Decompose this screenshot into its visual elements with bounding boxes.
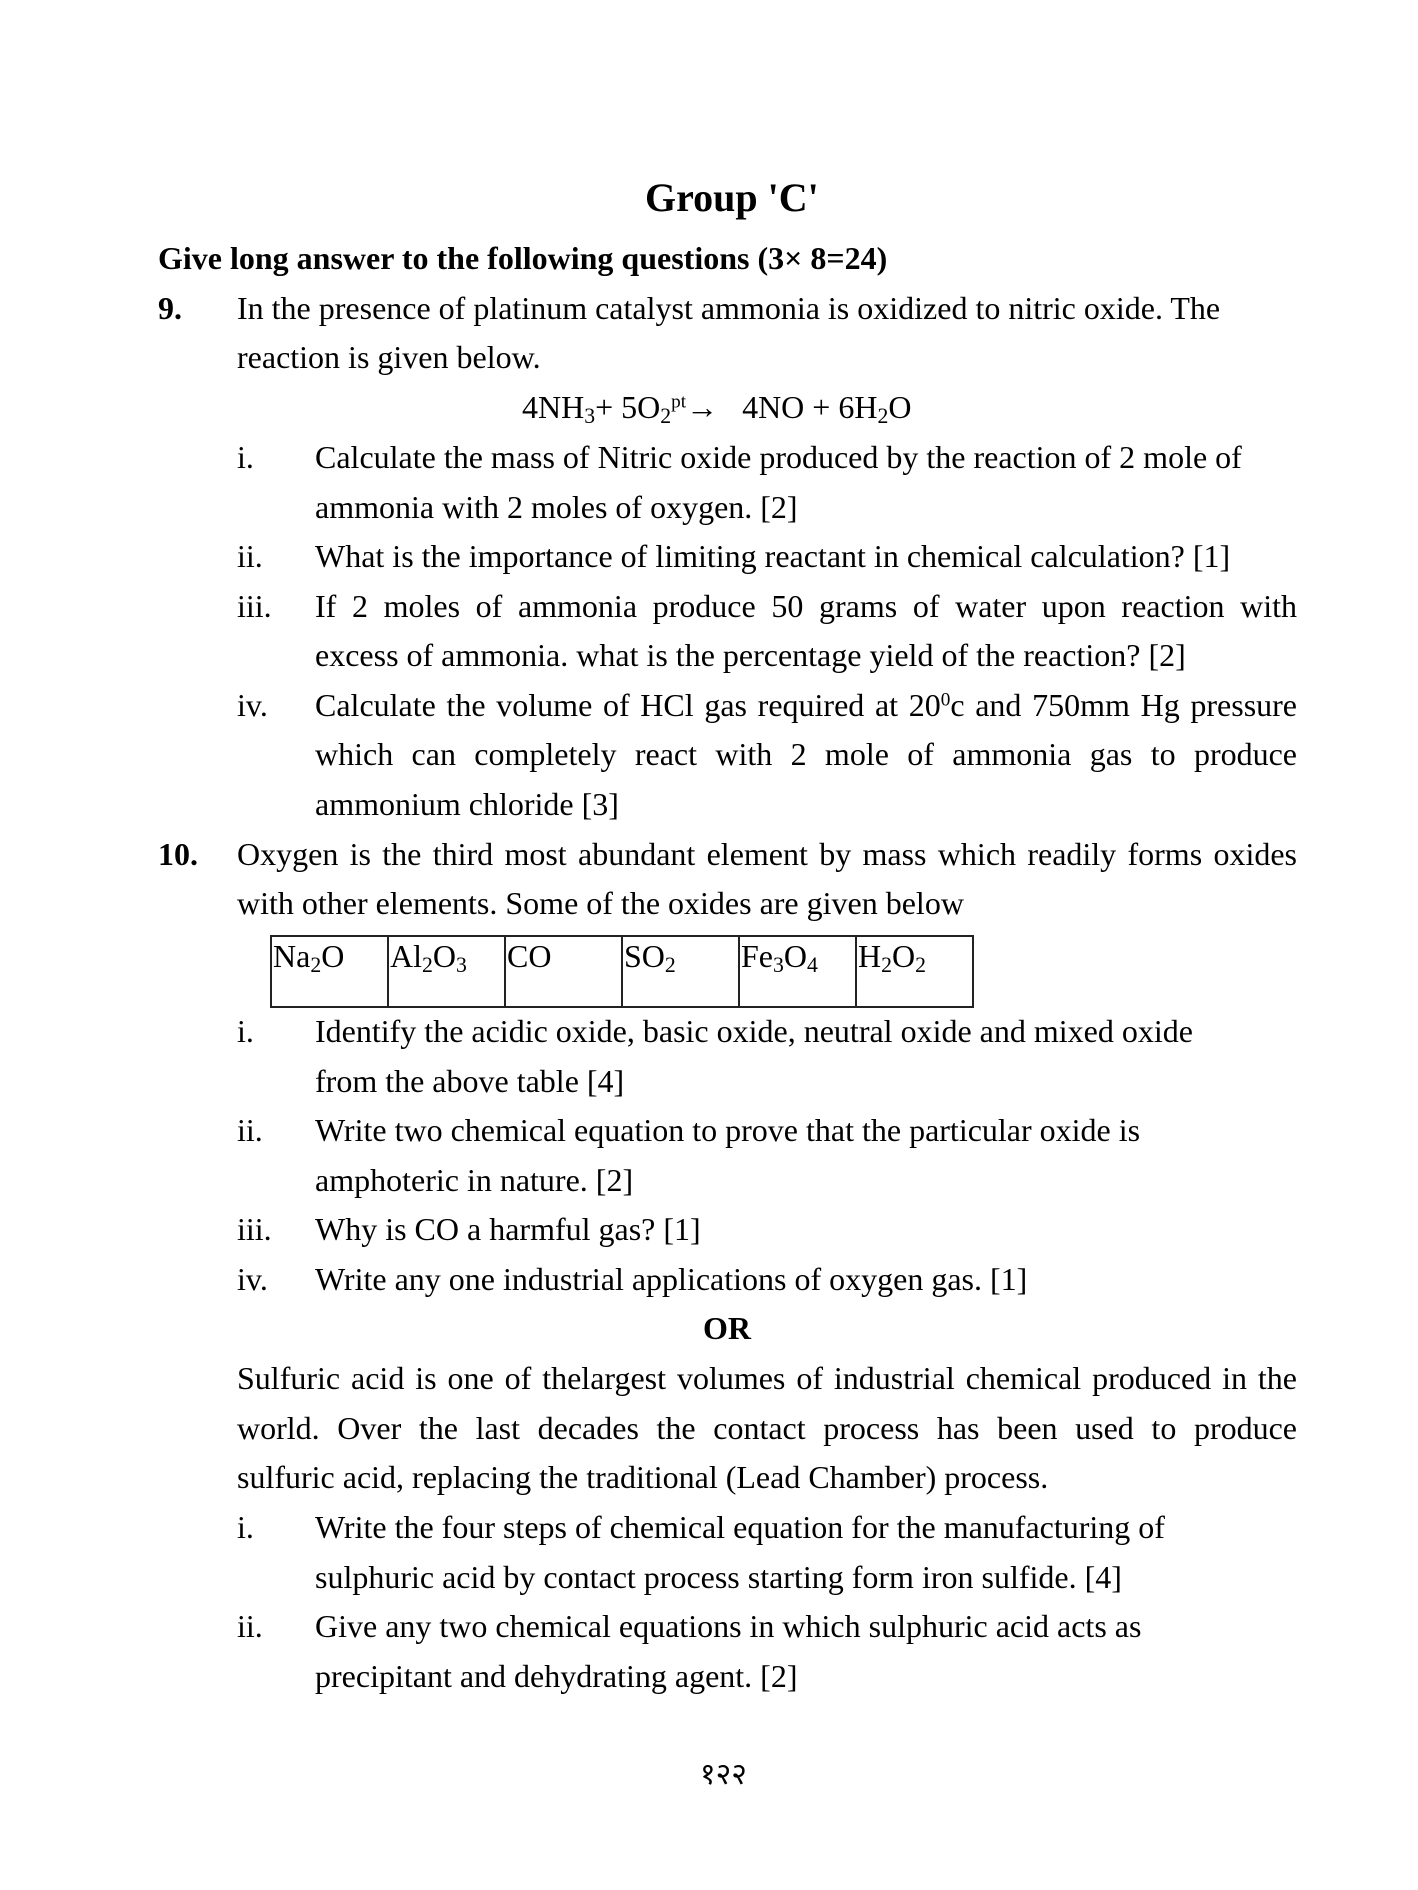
question-10-intro-line2: with other elements. Some of the oxides are given below bbox=[237, 885, 964, 921]
alt-part-i-line1: Write the four steps of chemical equation for the manufacturing of bbox=[315, 1509, 1165, 1545]
alt-intro-line2: world. Over the last decades the contact process has been used to produce bbox=[237, 1410, 1297, 1446]
oxides-table bbox=[270, 935, 974, 1008]
q10-part-iv-label: iv. bbox=[237, 1261, 268, 1297]
q10-part-iii-label: iii. bbox=[237, 1211, 272, 1247]
reaction-arrow-icon: → bbox=[686, 389, 719, 425]
oxide-cell: CO bbox=[505, 936, 622, 1007]
alt-intro-line3: sulfuric acid, replacing the traditional (Lead Chamber) process. bbox=[237, 1459, 1049, 1495]
oxides-row bbox=[271, 936, 973, 1007]
oxide-cell: $Al_2O_3$ bbox=[388, 936, 505, 1007]
eq-term: O bbox=[888, 389, 912, 425]
text-segment: c and 750mm Hg pressure bbox=[950, 687, 1298, 723]
catalyst-label: pt bbox=[671, 391, 687, 413]
q10-part-ii-label: ii. bbox=[237, 1112, 263, 1148]
q10-part-i-label: i. bbox=[237, 1013, 254, 1049]
question-10-number: 10. bbox=[158, 836, 198, 872]
text-segment: Calculate the volume of HCl gas required at 20 bbox=[315, 687, 941, 723]
q10-part-iii-line1: Why is CO a harmful gas? [1] bbox=[315, 1211, 701, 1247]
eq-term: 4NO + 6H bbox=[742, 389, 878, 425]
eq-subscript: 2 bbox=[660, 403, 672, 428]
question-10-intro-line1: Oxygen is the third most abundant element by mass which readily forms oxides bbox=[237, 836, 1297, 872]
q10-part-i-line2: from the above table [4] bbox=[315, 1063, 625, 1099]
oxide-cell: $Na_2O$ bbox=[271, 936, 388, 1007]
q9-part-iii-line2: excess of ammonia. what is the percentage yield of the reaction? [2] bbox=[315, 637, 1186, 673]
q9-part-iv-line2: which can completely react with 2 mole of ammonia gas to produce bbox=[315, 736, 1297, 772]
question-9-intro-line2: reaction is given below. bbox=[237, 339, 541, 375]
degree-superscript: 0 bbox=[940, 689, 951, 711]
q9-part-i-line2: ammonia with 2 moles of oxygen. [2] bbox=[315, 489, 798, 525]
oxide-cell: $H_2O_2$ bbox=[856, 936, 973, 1007]
q10-part-i-line1: Identify the acidic oxide, basic oxide, neutral oxide and mixed oxide bbox=[315, 1013, 1193, 1049]
alt-part-ii-line2: precipitant and dehydrating agent. [2] bbox=[315, 1658, 798, 1694]
oxide-cell: $Fe_3O_4$ bbox=[739, 936, 856, 1007]
q9-part-iii-line1: If 2 moles of ammonia produce 50 grams of water upon reaction with bbox=[315, 588, 1297, 624]
q9-part-iv-label: iv. bbox=[237, 687, 268, 723]
q10-part-ii-line1: Write two chemical equation to prove that the particular oxide is bbox=[315, 1112, 1141, 1148]
page-number: १२२ bbox=[700, 1757, 747, 1792]
eq-subscript: 3 bbox=[584, 403, 596, 428]
alt-part-ii-label: ii. bbox=[237, 1608, 263, 1644]
q9-part-iv-line1 bbox=[315, 685, 1297, 725]
q9-part-iii-label: iii. bbox=[237, 588, 272, 624]
instruction-heading: Give long answer to the following questions (3× 8=24) bbox=[158, 240, 888, 276]
alt-part-i-label: i. bbox=[237, 1509, 254, 1545]
q10-part-iv-line1: Write any one industrial applications of oxygen gas. [1] bbox=[315, 1261, 1028, 1297]
alt-part-ii-line1: Give any two chemical equations in which sulphuric acid acts as bbox=[315, 1608, 1142, 1644]
chemical-equation bbox=[522, 387, 911, 427]
or-separator: OR bbox=[703, 1310, 751, 1346]
oxide-cell: $SO_2$ bbox=[622, 936, 739, 1007]
group-title: Group 'C' bbox=[645, 175, 819, 220]
alt-intro-line1: Sulfuric acid is one of thelargest volumes of industrial chemical produced in the bbox=[237, 1360, 1297, 1396]
eq-term: + 5O bbox=[595, 389, 661, 425]
q9-part-i-line1: Calculate the mass of Nitric oxide produced by the reaction of 2 mole of bbox=[315, 439, 1242, 475]
q9-part-iv-line3: ammonium chloride [3] bbox=[315, 786, 619, 822]
alt-part-i-line2: sulphuric acid by contact process starting form iron sulfide. [4] bbox=[315, 1559, 1122, 1595]
q10-part-ii-line2: amphoteric in nature. [2] bbox=[315, 1162, 634, 1198]
question-9-number: 9. bbox=[158, 290, 182, 326]
q9-part-ii-label: ii. bbox=[237, 538, 263, 574]
eq-subscript: 2 bbox=[877, 403, 889, 428]
q9-part-ii-line1: What is the importance of limiting reactant in chemical calculation? [1] bbox=[315, 538, 1231, 574]
q9-part-i-label: i. bbox=[237, 439, 254, 475]
question-9-intro-line1: In the presence of platinum catalyst ammonia is oxidized to nitric oxide. The bbox=[237, 290, 1221, 326]
eq-term: 4NH bbox=[522, 389, 585, 425]
